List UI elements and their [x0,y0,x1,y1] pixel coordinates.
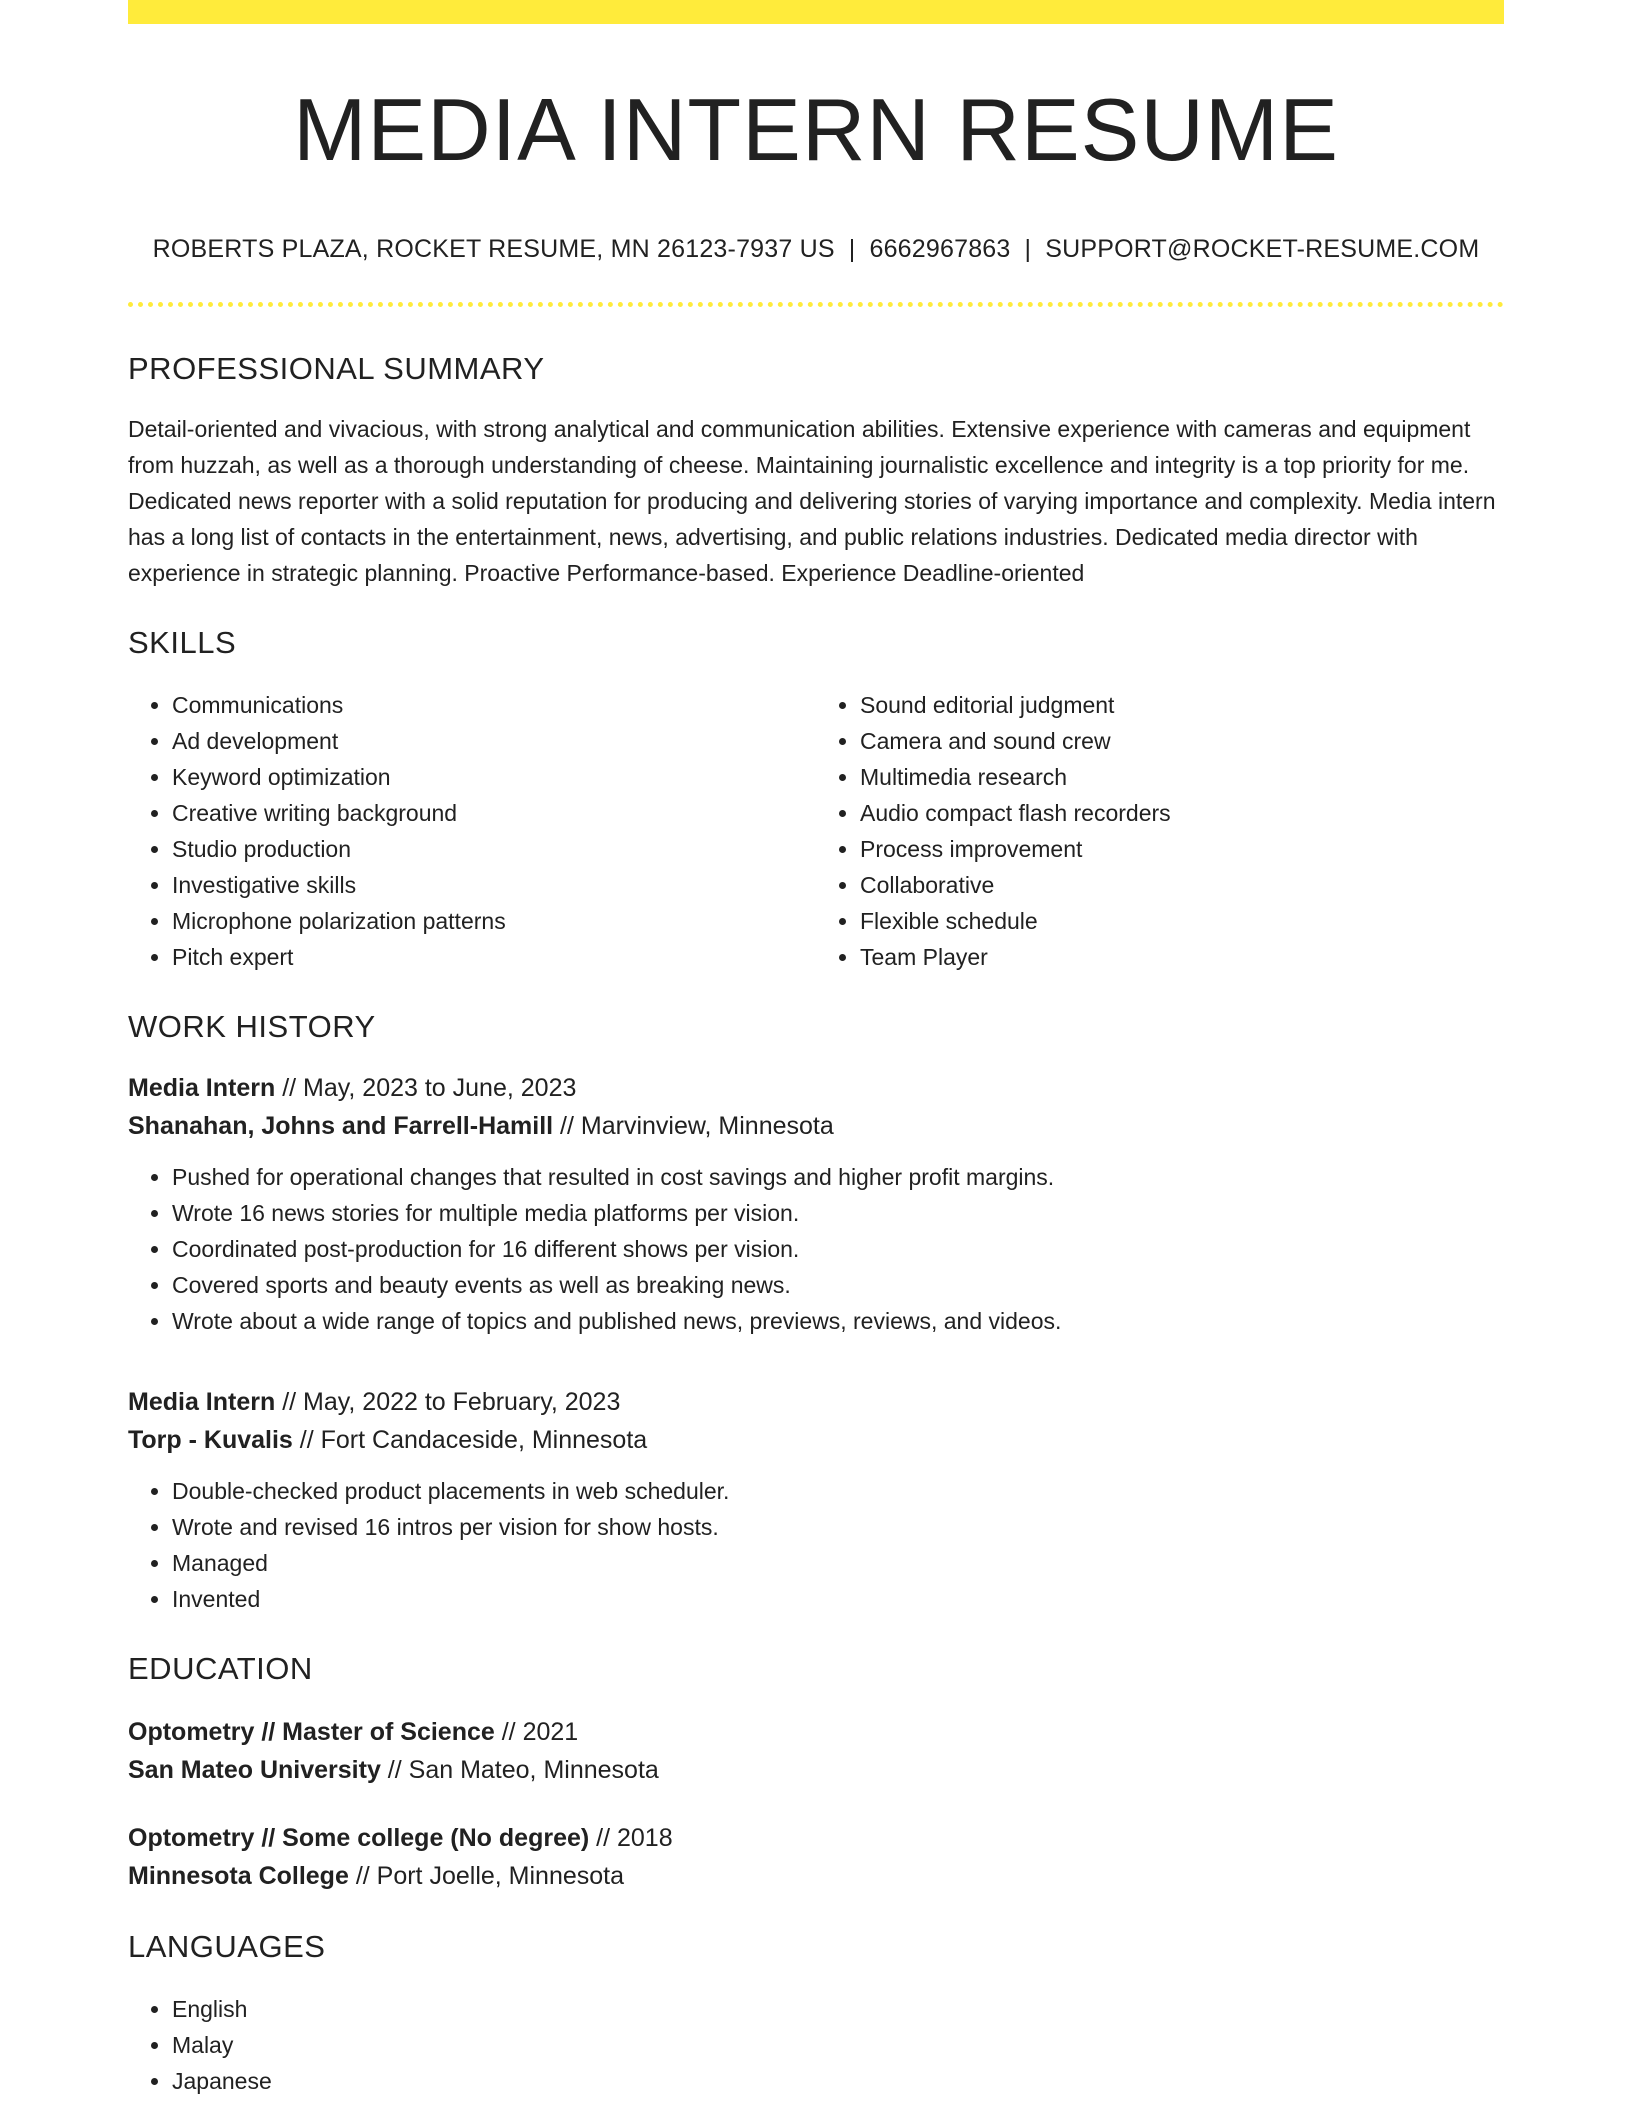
edu-degree-line [128,1819,1504,1857]
job-company-line [128,1421,1504,1459]
job-bullet: • Wrote and revised 16 intros per vision for show hosts. [172,1509,1504,1545]
edu-school: San Mateo University [128,1755,381,1784]
edu-degree-line [128,1713,1504,1751]
job-bullet: • Wrote 16 news stories for multiple media platforms per vision. [172,1195,1504,1231]
job-entry [128,1069,1504,1339]
education-entry [128,1713,1504,1789]
skill-item: • Microphone polarization patterns [172,903,816,939]
skills-left-list [128,687,816,975]
skill-item: • Studio production [172,831,816,867]
language-item: • English [172,1991,1504,2027]
contact-separator: | [848,234,856,263]
skill-item: • Investigative skills [172,867,816,903]
job-bullet: • Invented [172,1581,1504,1617]
edu-location: // San Mateo, Minnesota [380,1755,659,1784]
languages-list [128,1991,1504,2099]
contact-email: SUPPORT@ROCKET-RESUME.COM [1045,234,1480,263]
edu-degree: Optometry // Master of Science [128,1717,495,1746]
education-heading: EDUCATION [128,1650,313,1686]
skill-item: • Multimedia research [860,759,1504,795]
job-entry [128,1383,1504,1617]
job-role: Media Intern [128,1073,276,1102]
job-title-line [128,1069,1504,1107]
edu-year: // 2021 [494,1717,579,1746]
job-bullet: • Managed [172,1545,1504,1581]
job-bullet: • Pushed for operational changes that resulted in cost savings and higher profit margins. [172,1159,1504,1195]
contact-line [128,235,1504,264]
job-dates: // May, 2022 to February, 2023 [275,1387,621,1416]
skill-item: • Audio compact flash recorders [860,795,1504,831]
accent-bar [128,0,1504,24]
job-company: Torp - Kuvalis [128,1425,293,1454]
skill-item: • Keyword optimization [172,759,816,795]
contact-address: ROBERTS PLAZA, ROCKET RESUME, MN 26123-7937 US [152,234,835,263]
edu-degree: Optometry // Some college (No degree) [128,1823,590,1852]
job-company-line [128,1107,1504,1145]
edu-school-line [128,1751,1504,1789]
job-dates: // May, 2023 to June, 2023 [275,1073,577,1102]
resume-page [128,0,1504,2099]
contact-phone: 6662967863 [869,234,1011,263]
summary-text: Detail-oriented and vivacious, with strong analytical and communication abilities. Extensive experience with cameras and equipment from huzzah, as well as a thorough understanding of cheese. Maintaining journalistic excellence and integrity is a top priority for me. Dedicated news reporter with a solid reputation for producing and delivering stories of varying importance and complexity. Media intern has a long list of contacts in the entertainment, news, advertising, and public relations industries. Dedicated media director with experience in strategic planning. Proactive Performance-based. Experience Deadline-oriented [128,415,1496,586]
skill-item: • Communications [172,687,816,723]
edu-location: // Port Joelle, Minnesota [348,1861,625,1890]
job-bullet: • Coordinated post-production for 16 different shows per vision. [172,1231,1504,1267]
job-bullet-list [128,1473,1504,1617]
job-title-line [128,1383,1504,1421]
job-bullet-list [128,1159,1504,1339]
contact-separator: | [1024,234,1032,263]
languages-heading: LANGUAGES [128,1928,326,1964]
edu-year: // 2018 [589,1823,673,1852]
education-entry [128,1819,1504,1895]
language-item: • Japanese [172,2063,1504,2099]
skill-item: • Process improvement [860,831,1504,867]
work-history-heading: WORK HISTORY [128,1008,376,1044]
job-location: // Fort Candaceside, Minnesota [292,1425,648,1454]
edu-school: Minnesota College [128,1861,349,1890]
job-company: Shanahan, Johns and Farrell-Hamill [128,1111,554,1140]
dotted-divider [128,302,1504,307]
job-bullet: • Covered sports and beauty events as well as breaking news. [172,1267,1504,1303]
skill-item: • Pitch expert [172,939,816,975]
skill-item: • Team Player [860,939,1504,975]
job-bullet: • Double-checked product placements in web scheduler. [172,1473,1504,1509]
edu-school-line [128,1857,1504,1895]
summary-heading: PROFESSIONAL SUMMARY [128,350,545,386]
skills-right-list [816,687,1504,975]
skill-item: • Flexible schedule [860,903,1504,939]
skill-item: • Camera and sound crew [860,723,1504,759]
skill-item: • Ad development [172,723,816,759]
job-bullet: • Wrote about a wide range of topics and published news, previews, reviews, and videos. [172,1303,1504,1339]
language-item: • Malay [172,2027,1504,2063]
skills-heading: SKILLS [128,624,237,660]
resume-title: MEDIA INTERN RESUME [293,80,1339,179]
job-location: // Marvinview, Minnesota [553,1111,834,1140]
skill-item: • Sound editorial judgment [860,687,1504,723]
job-role: Media Intern [128,1387,276,1416]
skill-item: • Creative writing background [172,795,816,831]
skills-columns [128,687,1504,975]
skill-item: • Collaborative [860,867,1504,903]
